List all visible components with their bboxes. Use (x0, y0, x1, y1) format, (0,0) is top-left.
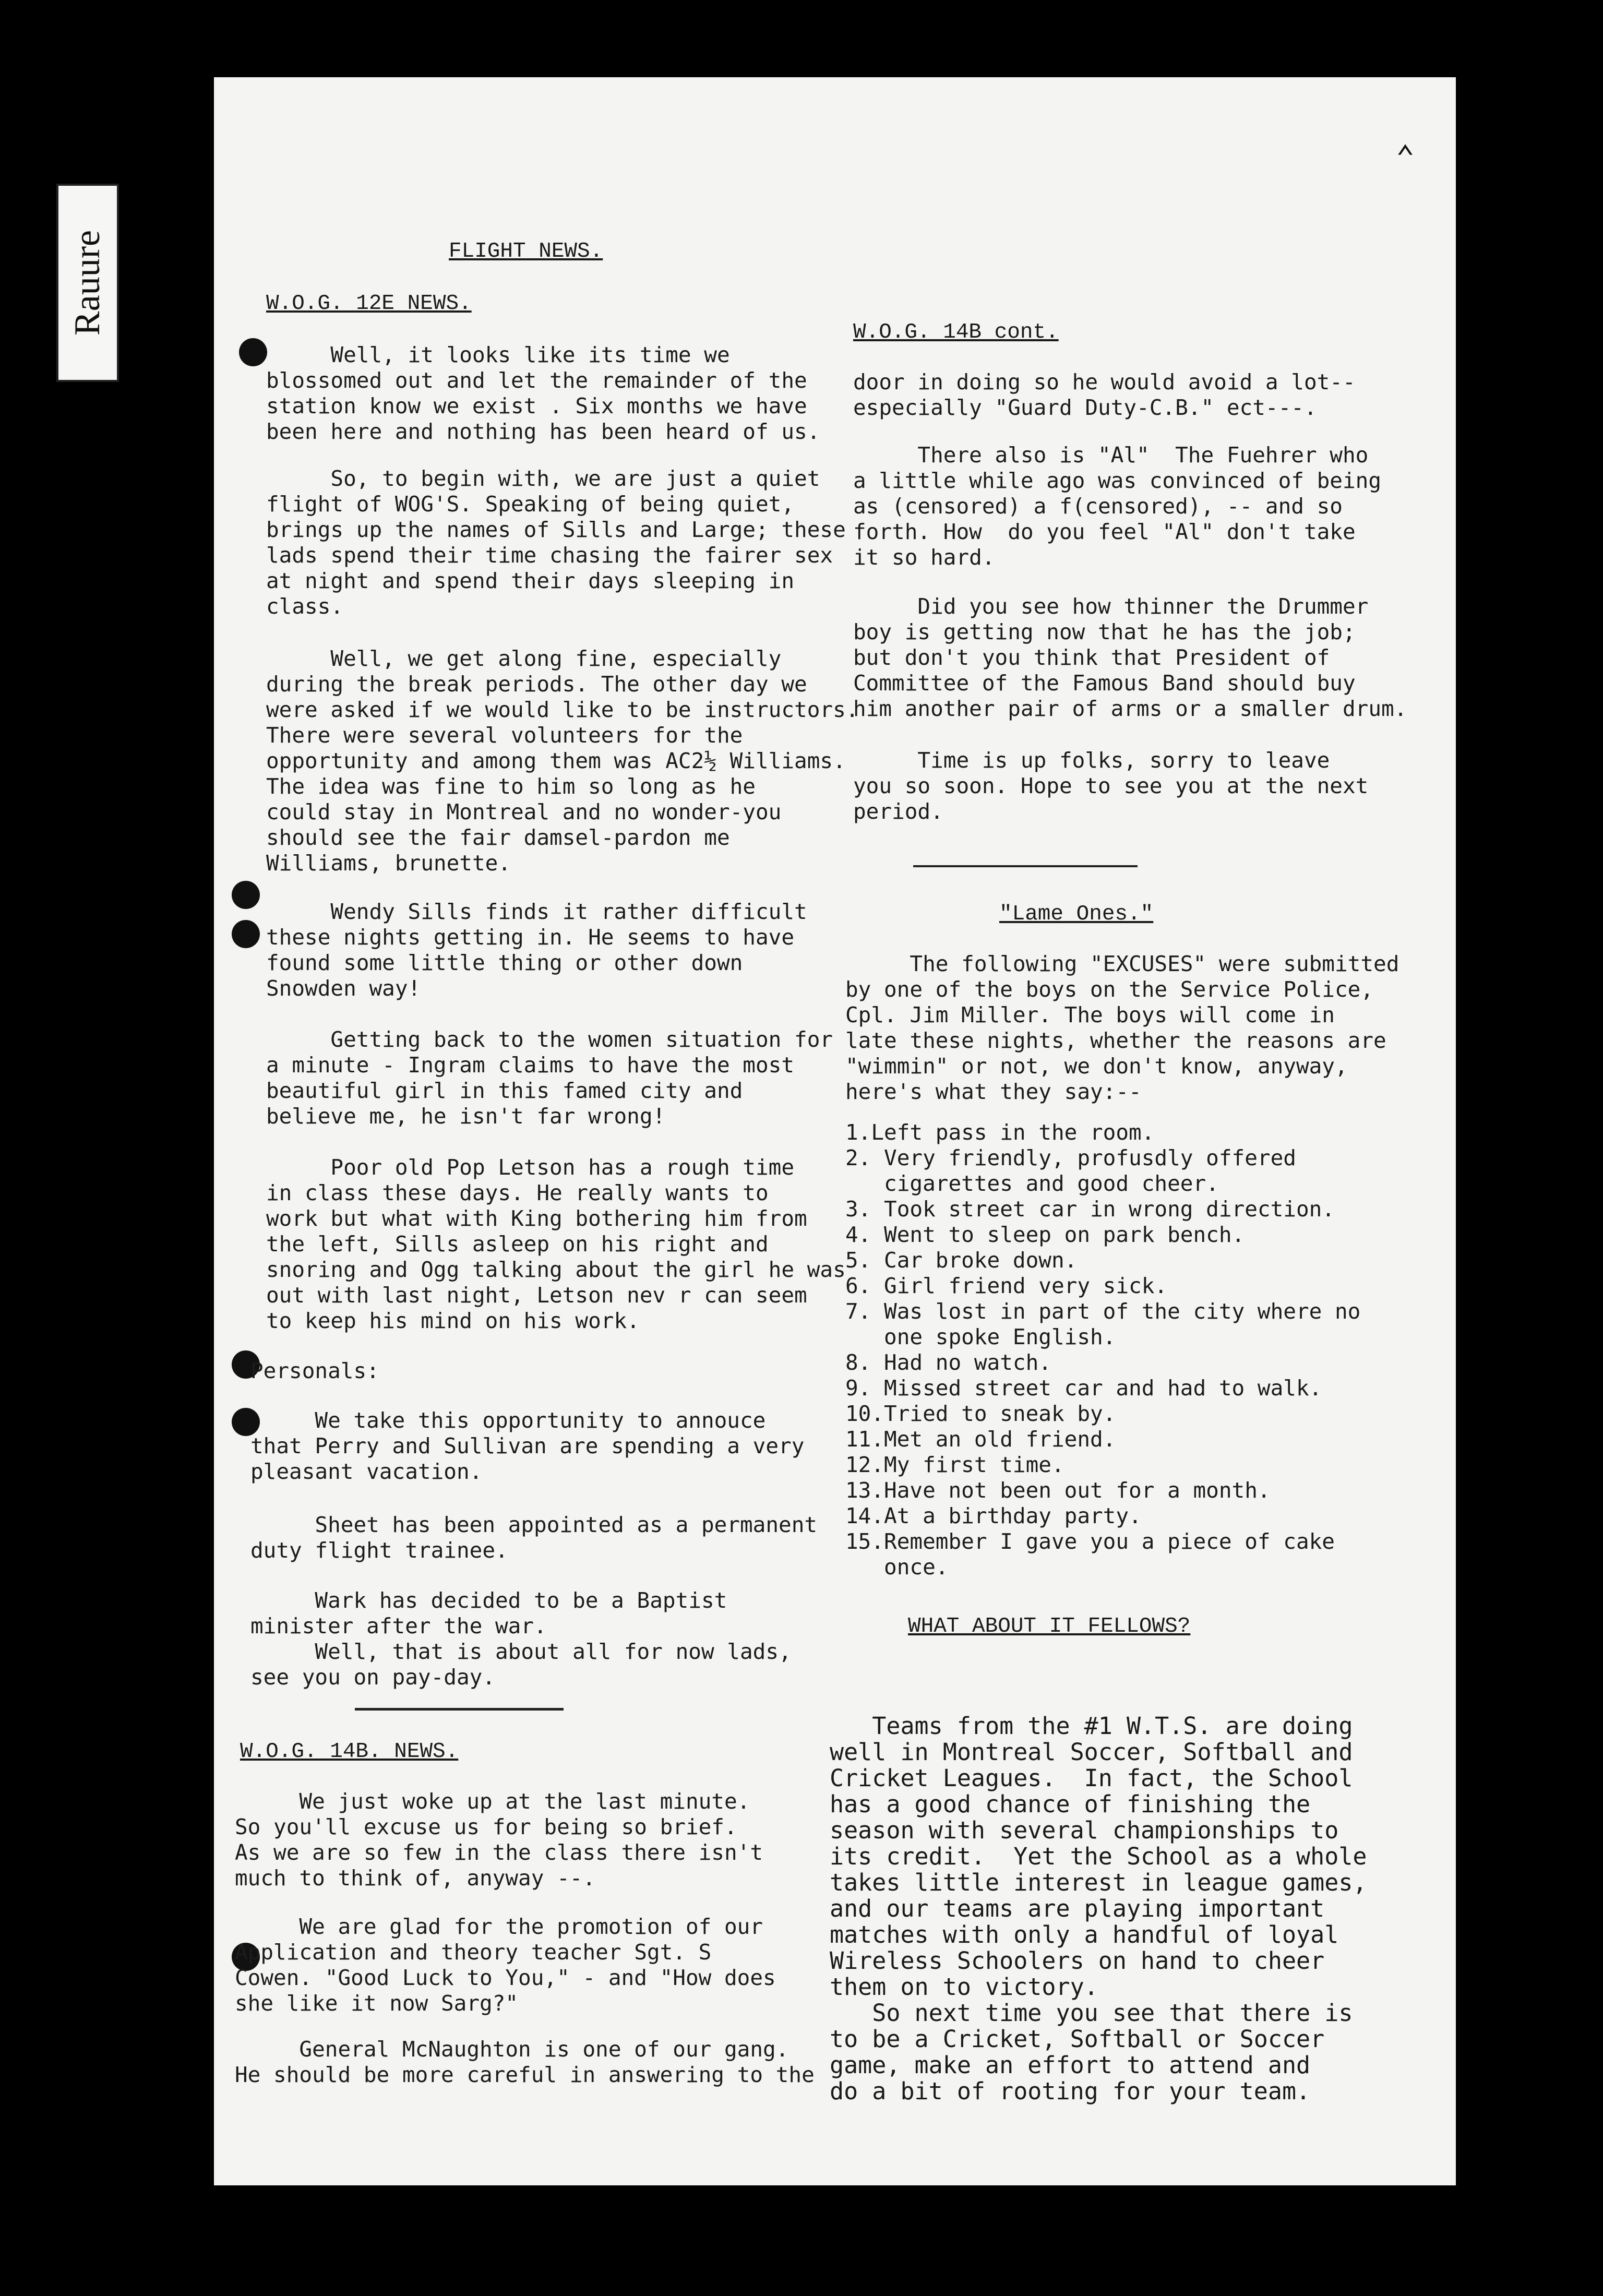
divider (913, 865, 1138, 867)
wog12e-para-3: Well, we get along fine, especially during the break periods. The other day we were asked if we would like to be instructors. There were several volunteers for the opportunity and among them was AC2½ Williams. The idea was fine to him so long as he could stay in Montreal and no wonder-you should see the fair damsel-pardon me Williams, brunette. (266, 646, 859, 876)
wog12e-para-7: We take this opportunity to annouce that Perry and Sullivan are spending a very pleasant vacation. (250, 1408, 805, 1484)
wog12e-para-5: Getting back to the women situation for a minute - Ingram claims to have the most beautiful girl in this famed city and believe me, he isn't far wrong! (266, 1027, 833, 1129)
divider (355, 1708, 564, 1711)
lame-ones-intro: The following "EXCUSES" were submitted by one of the boys on the Service Police, Cpl. Jim Miller. The boys will come in late these nights, whether the reasons are "wimmin" or not, we don't know, anyway, here's what they say:-- (845, 951, 1399, 1104)
personals-label: Personals: (250, 1358, 379, 1383)
wog14b-cont-heading: W.O.G. 14B cont. (853, 320, 1059, 344)
newsletter-page (214, 77, 1456, 2185)
wog14b-para-2: We are glad for the promotion of our Application and theory teacher Sgt. S Cowen. "Good Luck to You," - and "How does she like it now Sarg?" (235, 1914, 776, 2016)
wog14b-cont-para-1: door in doing so he would avoid a lot-- especially "Guard Duty-C.B." ect---. (853, 369, 1356, 420)
punch-hole (232, 881, 260, 909)
wog14b-cont-para-4: Time is up folks, sorry to leave you so soon. Hope to see you at the next period. (853, 748, 1369, 824)
excuses-list: 1.Left pass in the room. 2. Very friendly, profusdly offered cigarettes and good cheer. 3. Took street car in wrong direction. 4. Went to sleep on park bench. 5. Car broke down. 6. Girl friend very sick. 7. Was lost in part of the city where no one spoke English. 8. Had no watch. 9. Missed street car and had to walk. 10.Tried to sneak by. 11.Met an old friend. 12.My first time. 13.Have not been out for a month. 14.At a birthday party. 15.Remember I gave you a piece of cake once. (845, 1120, 1361, 1580)
wog14b-heading: W.O.G. 14B. NEWS. (240, 1740, 459, 1764)
about-it-heading: WHAT ABOUT IT FELLOWS? (908, 1615, 1191, 1639)
wog12e-para-1: Well, it looks like its time we blossomed out and let the remainder of the station know we exist . Six months we have been here and nothing has been heard of us. (266, 342, 820, 444)
punch-hole (239, 338, 267, 366)
wog12e-para-4: Wendy Sills finds it rather difficult these nights getting in. He seems to have found some little thing or other down Snowden way! (266, 899, 807, 1001)
wog12e-para-6: Poor old Pop Letson has a rough time in class these days. He really wants to work but what with King bothering him from the left, Sills asleep on his right and snoring and Ogg talking about the girl he was out with last night, Letson nev r can seem to keep his mind on his work. (266, 1155, 846, 1333)
lame-ones-heading: "Lame Ones." (999, 902, 1154, 926)
corner-mark: ⌃ (1396, 142, 1415, 177)
wog14b-cont-para-2: There also is "Al" The Fuehrer who a little while ago was convinced of being as (censored) a f(censored), -- and so forth. How do you feel "Al" don't take it so hard. (853, 443, 1382, 570)
wog12e-para-8: Sheet has been appointed as a permanent duty flight trainee. (250, 1512, 818, 1563)
wog12e-heading: W.O.G. 12E NEWS. (266, 292, 472, 316)
wog14b-cont-para-3: Did you see how thinner the Drummer boy is getting now that he has the job; but don't you think that President of Committee of the Famous Band should buy him another pair of arms or a smaller drum. (853, 594, 1407, 721)
wog12e-para-2: So, to begin with, we are just a quiet flight of WOG'S. Speaking of being quiet, brings up the names of Sills and Large; these lads spend their time chasing the fairer sex at night and spend their days sleeping in class. (266, 466, 846, 619)
punch-hole (232, 920, 260, 948)
wog12e-para-9: Wark has decided to be a Baptist minister after the war. Well, that is about all for now lads, see you on pay-day. (250, 1588, 792, 1690)
about-it-body: Teams from the #1 W.T.S. are doing well in Montreal Soccer, Softball and Cricket Leagues. In fact, the School has a good chance of finishing the season with several championships to its credit. Yet the School as a whole takes little interest in league games, and our teams are playing important matches with only a handful of loyal Wireless Schoolers on hand to cheer them on to victory. So next time you see that there is to be a Cricket, Softball or Soccer game, make an effort to attend and do a bit of rooting for your team. (830, 1712, 1367, 2105)
margin-tab (56, 184, 119, 382)
page-title: FLIGHT NEWS. (449, 240, 603, 264)
wog14b-para-3: General McNaughton is one of our gang. He should be more careful in answering to the (235, 2037, 815, 2087)
margin-tab-label: Rauure (67, 230, 107, 336)
wog14b-para-1: We just woke up at the last minute. So you'll excuse us for being so brief. As we are so few in the class there isn't much to think of, anyway --. (235, 1789, 763, 1891)
